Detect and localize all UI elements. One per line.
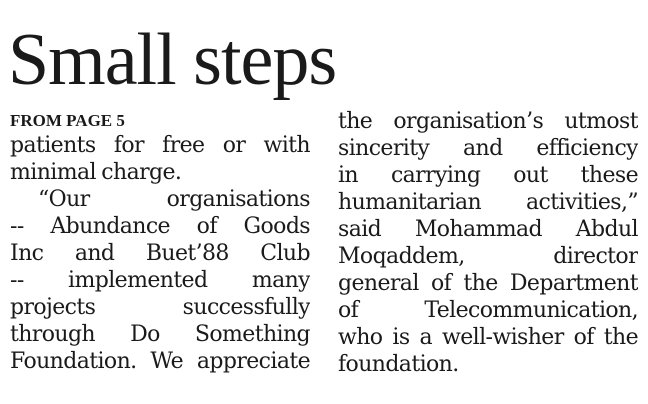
body-text-line: -- Abundance of Goods [10,214,310,239]
body-text-line: minimal charge. [10,160,182,185]
body-text-line: Foundation. We appreciate [10,349,310,374]
page-reference-kicker: FROM PAGE 5 [10,111,125,130]
body-text-line: the organisation’s utmost [338,109,638,134]
body-text-line: Moqaddem, director [338,244,638,269]
body-text-line: general of the Department [338,271,638,296]
body-text-line: Inc and Buet’88 Club [10,241,310,266]
body-text-line: humanitarian activities,” [338,190,638,215]
headline: Small steps [8,19,337,101]
body-text-line: through Do Something [10,322,310,347]
body-text-line: patients for free or with [10,133,310,158]
body-text-line: sincerity and efficiency [338,136,638,161]
body-text-line: foundation. [338,352,459,377]
body-text-line: projects successfully [10,295,310,320]
article-column-left [10,108,310,375]
body-text-line: of Telecommunication, [338,298,638,323]
article-column-right [338,108,638,378]
body-text-line: “Our organisations [38,187,310,212]
body-text-line: who is a well-wisher of the [338,325,638,350]
body-text-line: said Mohammad Abdul [338,217,638,242]
body-text-line: in carrying out these [338,163,638,188]
body-text-line: -- implemented many [10,268,310,293]
